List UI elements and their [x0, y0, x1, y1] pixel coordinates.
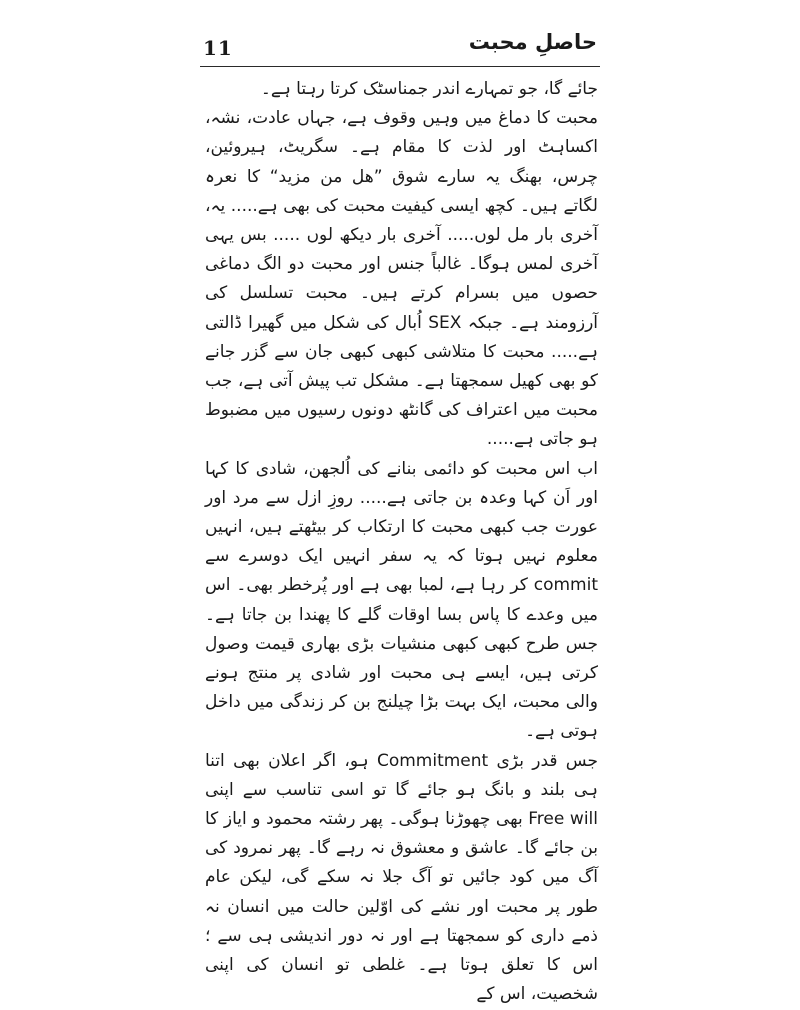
- page-number: 11: [203, 36, 233, 60]
- paragraph-4: جس قدر بڑی Commitment ہو، اگر اعلان بھی اتنا ہی بلند و بانگ ہو جائے گا تو اسی تناسب سے اپنی Free will بھی چھوڑنا ہوگی۔ پھر رشتہ محمود و ایاز کا بن جائے گا۔ عاشق و معشوق نہ رہے گا۔ پھر نمرود کی آگ میں کود جائیں تو آگ جلا نہ سکے گی، لیکن عام طور پر محبت اور نشے کی اوّلین حالت میں انسان نہ ذمے داری کو سمجھتا ہے اور نہ دور اندیشی ہی سے ؛ اس کا تعلق ہوتا ہے۔ غلطی تو انسان کی اپنی شخصیت، اس کے: [205, 750, 598, 1005]
- body-text: [205, 75, 598, 1010]
- header-divider: [200, 66, 600, 67]
- paragraph-2: محبت کا دماغ میں وہیں وقوف ہے، جہاں عادت، نشہ، اکساہٹ اور لذت کا مقام ہے۔ سگریٹ، ہیروئین، چرس، بھنگ یہ سارے شوق ”ھل من مزید“ کا نعرہ لگاتے ہیں۔ کچھ ایسی کیفیت محبت کی بھی ہے..... یہ، آخری بار مل لوں..... آخری بار دیکھ لوں ..... بس یہی آخری لمس ہوگا۔ غالباً جنس اور محبت دو الگ دماغی حصوں میں بسرام کرتے ہیں۔ محبت تسلسل کی آرزومند ہے۔ جبکہ SEX اُبال کی شکل میں گھیرا ڈالتی ہے..... محبت کا متلاشی کبھی کبھی جان سے گزر جانے کو بھی کھیل سمجھتا ہے۔ مشکل تب پیش آتی ہے، جب محبت میں اعتراف کی گانٹھ دونوں رسیوں میں مضبوط ہو جاتی ہے.....: [205, 108, 599, 450]
- running-title: حاصلِ محبت: [468, 30, 597, 54]
- paragraph-1: جائے گا، جو تمہارے اندر جمناسٹک کرتا رہتا ہے۔: [260, 79, 598, 99]
- paragraph-3: اب اس محبت کو دائمی بنانے کی اُلجھن، شادی کا کہا اور اَن کہا وعدہ بن جاتی ہے..... روزِ ازل سے مرد اور عورت جب کبھی محبت کا ارتکاب کر بیٹھتے ہیں، انہیں معلوم نہیں ہوتا کہ یہ سفر انہیں ایک دوسرے سے commit کر رہا ہے، لمبا بھی ہے اور پُرخطر بھی۔ اس میں وعدے کا پاس بسا اوقات گلے کا پھندا بن جاتا ہے۔ جس طرح کبھی کبھی منشیات بڑی بھاری قیمت وصول کرتی ہیں، ایسے ہی محبت اور شادی پر منتج ہونے والی محبت، ایک بہت بڑا چیلنج بن کر زندگی میں داخل ہوتی ہے۔: [205, 458, 598, 742]
